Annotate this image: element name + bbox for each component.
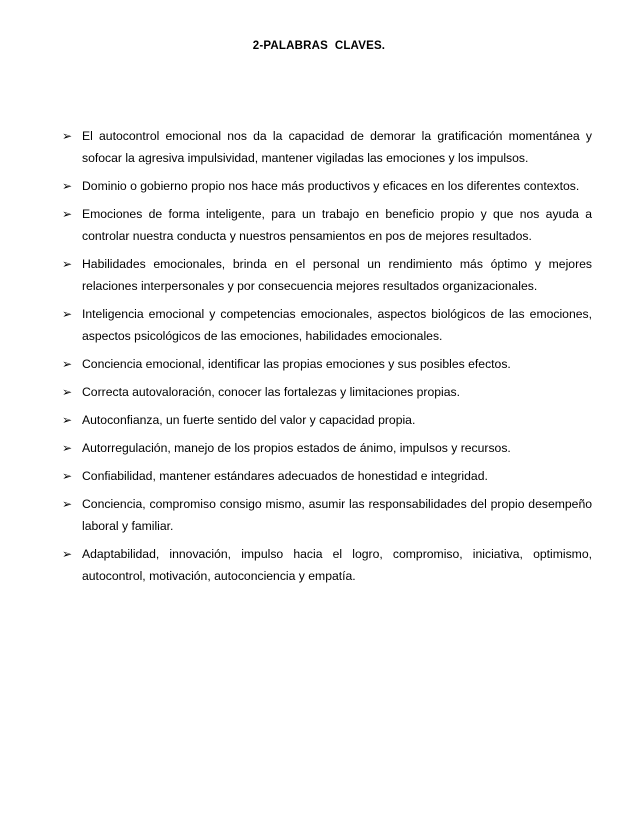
arrow-bullet-icon: ➢ bbox=[62, 413, 73, 427]
arrow-bullet-icon: ➢ bbox=[62, 129, 73, 143]
list-item bbox=[62, 303, 592, 347]
arrow-bullet-icon: ➢ bbox=[62, 257, 73, 271]
list-item-text: Dominio o gobierno propio nos hace más productivos y eficaces en los diferentes contextos. bbox=[82, 179, 580, 193]
list-item-text: El autocontrol emocional nos da la capacidad de demorar la gratificación momentánea y sofocar la agresiva impulsividad, mantener vigiladas las emociones y los impulsos. bbox=[82, 129, 592, 165]
list-item-text: Habilidades emocionales, brinda en el personal un rendimiento más óptimo y mejores relaciones interpersonales y por consecuencia mejores resultados organizacionales. bbox=[82, 257, 592, 293]
list-item bbox=[62, 203, 592, 247]
list-item-text: Adaptabilidad, innovación, impulso hacia el logro, compromiso, iniciativa, optimismo, autocontrol, motivación, autoconciencia y empatía. bbox=[82, 547, 592, 583]
list-item bbox=[62, 493, 592, 537]
list-item bbox=[62, 353, 592, 375]
arrow-bullet-icon: ➢ bbox=[62, 497, 73, 511]
arrow-bullet-icon: ➢ bbox=[62, 307, 73, 321]
list-item bbox=[62, 543, 592, 587]
list-item-text: Conciencia, compromiso consigo mismo, asumir las responsabilidades del propio desempeño laboral y familiar. bbox=[82, 497, 592, 533]
list-item bbox=[62, 437, 592, 459]
list-item bbox=[62, 175, 592, 197]
arrow-bullet-icon: ➢ bbox=[62, 547, 73, 561]
arrow-bullet-icon: ➢ bbox=[62, 441, 73, 455]
list-item-text: Conciencia emocional, identificar las propias emociones y sus posibles efectos. bbox=[82, 357, 511, 371]
list-item-text: Inteligencia emocional y competencias emocionales, aspectos biológicos de las emociones, aspectos psicológicos de las emociones, habilidades emocionales. bbox=[82, 307, 592, 343]
arrow-bullet-icon: ➢ bbox=[62, 179, 73, 193]
arrow-bullet-icon: ➢ bbox=[62, 357, 73, 371]
list-item bbox=[62, 465, 592, 487]
list-item bbox=[62, 409, 592, 431]
arrow-bullet-icon: ➢ bbox=[62, 207, 73, 221]
list-item-text: Correcta autovaloración, conocer las fortalezas y limitaciones propias. bbox=[82, 385, 460, 399]
arrow-bullet-icon: ➢ bbox=[62, 385, 73, 399]
list-item-text: Autoconfianza, un fuerte sentido del valor y capacidad propia. bbox=[82, 413, 416, 427]
list-item bbox=[62, 381, 592, 403]
list-item-text: Autorregulación, manejo de los propios estados de ánimo, impulsos y recursos. bbox=[82, 441, 511, 455]
list-item-text: Confiabilidad, mantener estándares adecuados de honestidad e integridad. bbox=[82, 469, 488, 483]
arrow-bullet-icon: ➢ bbox=[62, 469, 73, 483]
keywords-list bbox=[62, 125, 592, 593]
list-item-text: Emociones de forma inteligente, para un trabajo en beneficio propio y que nos ayuda a controlar nuestra conducta y nuestros pensamientos en pos de mejores resultados. bbox=[82, 207, 592, 243]
page-title: 2-PALABRAS CLAVES. bbox=[252, 40, 386, 52]
list-item bbox=[62, 253, 592, 297]
list-item bbox=[62, 125, 592, 169]
